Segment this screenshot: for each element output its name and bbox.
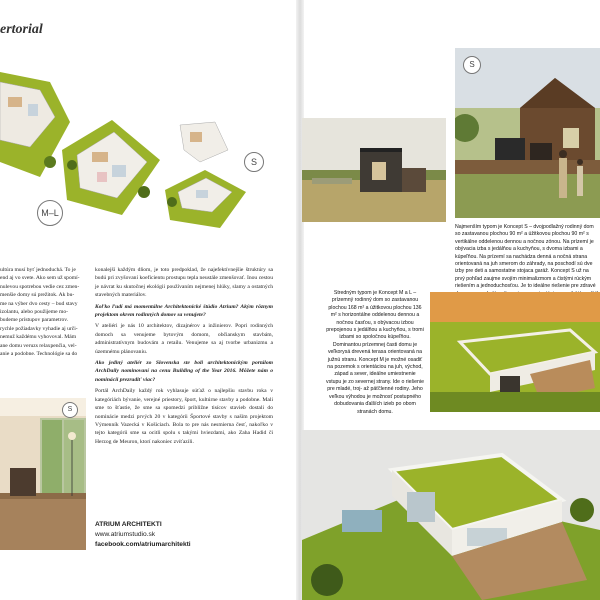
studio-name: ATRIUM ARCHITEKTI [95, 521, 162, 528]
iso-plan-s [160, 120, 248, 230]
badge-size-s-barn: S [463, 56, 481, 74]
paragraph: V ateliéri je nás 10 architektov, dizajnérov a inžinierov. Popri rodinných domoch sa venujeme bytovým domom, občianskym stavbám, administratívnym budovám a retailu. Venujeme sa aj tvorbe urbanizmu a územnému plánovaniu. [95, 323, 273, 355]
iso-plan-ml [52, 110, 162, 220]
caption-concept-s: Najmenším typom je Koncept S – dvojpodlažný rodinný dom so zastavanou plochou 90 m² a úžitkovou plochou 90 m² s vertikálne oddelenou dennou a nočnou zónou. Na prízemí je obývacia izba s jedálňou a kuchyňou, s dvoma izbami a kúpeľňou. Na prízemí sa nachádza denná a nočná strana orientovaná na juh smerom do záhrady, na poschodí sú dve izby pre deti a samostatne stojaca garáž. Koncept S už na prvý pohľad zaujme svojím minimalizmom a čistými rúckým riešením a jednoduchosťou. Je to ideálne riešenie pre zdravé [455, 224, 596, 290]
caption-concept-ml: Stredným typom je Koncept M a L – prízemný rodinný dom so zastavanou plochou 168 m² a úžitkovou plochou 136 m² s horizontálne oddelenou dennou a nočnou časťou, s obývacou izbou prepojenou s jedálňou a kuchyňou, s tromi izbami so spoločnou kúpeľňou. Dominantou prízemnej časti domu je veľkorysá drevená terasa orientovaná na južnú stranu. Koncept M je možné osadiť na pozemok s orientáciou na juh, východ, západ a sever, ideálne umiestnenie vstupu je zo severnej strany. Ide o riešenie pre mladé, troj- až päťčlenné rodiny. Jeho veľkou výhodou je možnosť postupného dobudovania ďalších izieb po obom stranách domu. [326, 290, 424, 415]
studio-signature [95, 520, 191, 550]
paragraph: konalejší každým dňom, je toto predpoklad, že najefektívnejšie štruktúry sa budú pri zvyšovaní koeficientu prostupu tepla neustále zmenšovať. Inou cestou je návrat ku skutočnej ekológii používaním nejmenej hlúky, slamy a ostatných stavebných materiálov. [95, 267, 273, 299]
text-column-2 [95, 266, 273, 449]
section-heading: ertorial [0, 22, 43, 37]
paragraph: Portál ArchDaily každý rok vyhlasuje súťaž o najlepšiu stavbu roka v kategóriách bývanie, verejné priestory, šport, kultúrne stavby a podobne. Mali sme to šťastie, že sme sa spomedzi približne tisícov stavieb dostali do nominácie medzi prvých 20 v kategórii Športové stavby s naším projektom Výmenník Vazecká v Košiciach. Bola to pre nás nesmierna česť, nakoľko v tejto kategórii sme sa ocitli spolu s takými hviezdami, ako Zaha Hadid či Herzog de Meuron, ktorí nakoniec zvíťazili. [95, 388, 273, 445]
badge-size-s-left: S [244, 152, 264, 172]
studio-website-link[interactable]: www.atriumstudio.sk [95, 531, 156, 538]
text-column-1: ultúra musí byť jednoduchá. To je end aj vo svete. Ako sem už spomí- nulevou spotrebou vedie cez zmen- menšie domy sú prežitok. Ak bu- me na výber dvo cesty – bud stavy izolantu, alebo použijeme mo- budeme prístupov parametrov. rychle požiadavky vyhadie aj urči- nemuž každému vyhovoval. Mám ane domu veruzs relaxpenčia, vel- anie a podobne. Technológie sa do [0, 267, 80, 358]
badge-size-ml: M–L [37, 200, 63, 226]
interview-question: Koľko ľudí má momentálne Architektonické štúdio Atrium? Akým rôznym projektom okrem rodinných domov sa venujete? [95, 303, 273, 319]
interior-photo [0, 398, 86, 550]
photo-green-roof-aerial [302, 430, 600, 600]
interview-question: Ako jediný ateliér zo Slovenska ste boli architektonickým portálom ArchDaily nominovaní na cenu Building of the Year 2016. Môžete nám o nominácii prezradiť viac? [95, 360, 273, 383]
photo-small-house [302, 118, 446, 222]
photo-green-roof-autumn [430, 292, 600, 412]
studio-facebook-link[interactable]: facebook.com/atriumarchitekti [95, 541, 191, 548]
badge-size-s-interior: S [62, 402, 78, 418]
photo-barn-house [455, 48, 600, 218]
